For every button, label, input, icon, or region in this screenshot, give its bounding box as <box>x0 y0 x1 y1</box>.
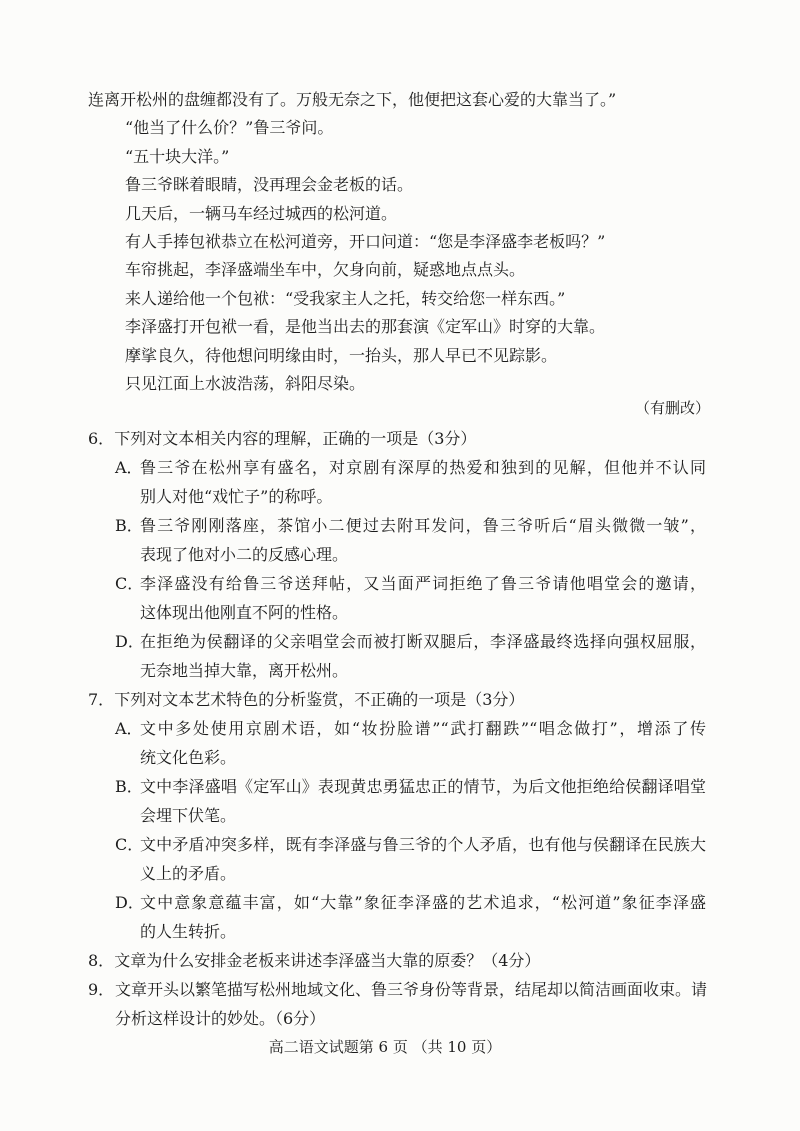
option-letter: A． <box>115 457 143 477</box>
option-letter: B． <box>115 515 143 535</box>
option-text <box>140 627 706 685</box>
option-letter: D． <box>115 892 144 912</box>
option-letter: D． <box>115 631 144 651</box>
option-text <box>140 830 706 888</box>
question-text: 文章为什么安排金老板来讲述李泽盛当大靠的原委？（4分） <box>114 950 541 970</box>
option-text-line: 统文化色彩。 <box>140 747 237 767</box>
story-paragraph: “五十块大洋。” <box>125 146 230 166</box>
option-text <box>140 714 706 772</box>
question-6-option-d <box>88 627 710 685</box>
question-text: 下列对文本相关内容的理解，正确的一项是（3分） <box>114 428 477 448</box>
option-text-line: 无奈地当掉大靠，离开松州。 <box>140 660 349 680</box>
question-7-option-b <box>88 772 710 830</box>
question-text-line: 分析这样设计的妙处。（6分） <box>115 1008 326 1028</box>
story-paragraph: 车帘挑起，李泽盛端坐车中，欠身向前，疑惑地点点头。 <box>125 260 526 280</box>
story-paragraph: 有人手捧包袱恭立在松河道旁，开口问道：“您是李泽盛李老板吗？” <box>125 232 606 252</box>
question-number: 9． <box>88 979 115 999</box>
option-letter: A． <box>115 718 143 738</box>
option-text <box>140 888 706 946</box>
question-7-option-a <box>88 714 710 772</box>
option-text-line: 的人生转折。 <box>140 921 237 941</box>
question-7-option-c <box>88 830 710 888</box>
option-text-line: 别人对他“戏忙子”的称呼。 <box>140 486 333 506</box>
story-excerpt <box>88 86 728 398</box>
question-6-stem <box>88 424 710 453</box>
story-paragraph: 只见江面上水波浩荡，斜阳尽染。 <box>125 374 366 394</box>
question-text-line: 文章开头以繁笔描写松州地域文化、鲁三爷身份等背景，结尾却以简洁画面收束。请 <box>115 979 708 999</box>
story-paragraph: 几天后，一辆马车经过城西的松河道。 <box>125 203 398 223</box>
option-text <box>140 772 706 830</box>
option-text-line: 文中多处使用京剧术语，如“妆扮脸谱”“武打翻跌”“唱念做打”，增添了传 <box>140 718 706 738</box>
questions-section <box>88 424 710 1033</box>
option-text-line: 在拒绝为侯翻译的父亲唱堂会而被打断双腿后，李泽盛最终选择向强权屈服， <box>140 631 706 651</box>
question-7-stem <box>88 685 710 714</box>
option-text-line: 这体现出他刚直不阿的性格。 <box>140 602 349 622</box>
option-text-line: 文中李泽盛唱《定军山》表现黄忠勇猛忠正的情节，为后文他拒绝给侯翻译唱堂 <box>140 776 706 796</box>
story-paragraph: 鲁三爷眯着眼睛，没再理会金老板的话。 <box>125 175 414 195</box>
option-letter: B． <box>115 776 143 796</box>
story-paragraph: “他当了什么价？”鲁三爷问。 <box>125 118 334 138</box>
page-footer: 高二语文试题第 6 页 （共 10 页） <box>268 1038 502 1056</box>
question-9-stem <box>88 975 710 1033</box>
question-number: 7． <box>88 689 115 709</box>
option-text-line: 会埋下伏笔。 <box>140 805 237 825</box>
story-paragraph: 来人递给他一个包袱：“受我家主人之托，转交给您一样东西。” <box>125 288 566 308</box>
option-text-line: 鲁三爷刚刚落座，茶馆小二便过去附耳发问，鲁三爷听后“眉头微微一皱”， <box>140 515 706 535</box>
option-text <box>140 511 706 569</box>
question-number: 6． <box>88 428 115 448</box>
question-6-option-b <box>88 511 710 569</box>
option-text-line: 表现了他对小二的反感心理。 <box>140 544 349 564</box>
option-letter: C． <box>115 834 144 854</box>
source-note: （有删改） <box>634 399 710 417</box>
option-letter: C． <box>115 573 144 593</box>
question-number: 8． <box>88 950 115 970</box>
option-text-line: 文中矛盾冲突多样，既有李泽盛与鲁三爷的个人矛盾，也有他与侯翻译在民族大 <box>140 834 706 854</box>
option-text-line: 义上的矛盾。 <box>140 863 237 883</box>
question-text <box>115 975 707 1033</box>
question-7-option-d <box>88 888 710 946</box>
option-text <box>140 569 706 627</box>
story-continuation-line: 连离开松州的盘缠都没有了。万般无奈之下，他便把这套心爱的大靠当了。” <box>88 90 617 109</box>
story-paragraph: 摩挲良久，待他想问明缘由时，一抬头，那人早已不见踪影。 <box>125 345 558 365</box>
story-paragraph: 李泽盛打开包袱一看，是他当出去的那套演《定军山》时穿的大靠。 <box>125 317 606 337</box>
question-8-stem <box>88 946 710 975</box>
option-text-line: 李泽盛没有给鲁三爷送拜帖，又当面严词拒绝了鲁三爷请他唱堂会的邀请， <box>140 573 706 593</box>
option-text-line: 文中意象意蕴丰富，如“大靠”象征李泽盛的艺术追求，“松河道”象征李泽盛 <box>140 892 706 912</box>
option-text <box>140 453 706 511</box>
question-6-option-a <box>88 453 710 511</box>
question-text: 下列对文本艺术特色的分析鉴赏，不正确的一项是（3分） <box>114 689 525 709</box>
question-6-option-c <box>88 569 710 627</box>
option-text-line: 鲁三爷在松州享有盛名，对京剧有深厚的热爱和独到的见解，但他并不认同 <box>140 457 706 477</box>
